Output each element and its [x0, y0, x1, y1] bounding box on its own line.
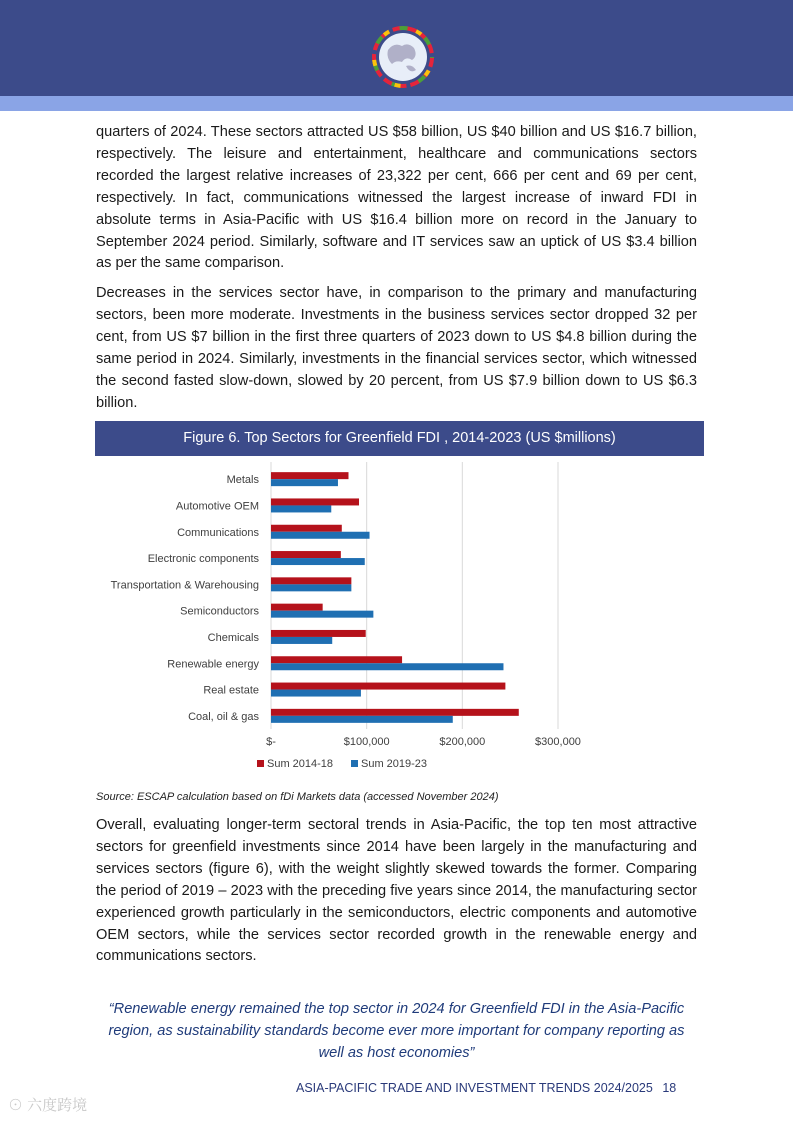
bar-sum-2019-23 [271, 611, 373, 618]
page-number: 18 [662, 1081, 677, 1095]
bar-sum-2019-23 [271, 558, 365, 565]
watermark: ⊙ 六度跨境 [8, 1097, 88, 1114]
page-footer [296, 1081, 696, 1095]
bar-sum-2019-23 [271, 479, 338, 486]
x-tick-label: $300,000 [535, 736, 581, 748]
figure-title: Figure 6. Top Sectors for Greenfield FDI , 2014-2023 (US $millions) [95, 421, 704, 456]
paragraph-services-decrease: Decreases in the services sector have, in comparison to the primary and manufacturing sectors, been more moderate. Investments in the business services sector dropped 32 per cent, from US $7 billion in the first three quarters of 2023 down to US $4.8 billion during the same period in 2024. Similarly, investments in the financial services sector, which witnessed the second fasted slow-down, slowed by 20 percent, from US $7.9 billion down to US $6.3 billion. [96, 285, 697, 411]
bar-sum-2019-23 [271, 663, 503, 670]
bar-sum-2014-18 [271, 604, 323, 611]
bar-sum-2014-18 [271, 577, 351, 584]
paragraph-longer-term: Overall, evaluating longer-term sectoral trends in Asia-Pacific, the top ten most attractive sectors for greenfield investments since 2014 have been largely in the manufacturing and services sectors (figure 6), with the weight slightly skewed towards the former. Comparing the period of 2019 – 2023 with the preceding five years since 2014, the manufacturing sector experienced growth particularly in the semiconductors, electric components and automotive OEM sectors, while the services sector recorded growth in the renewable energy and communications sectors. [96, 817, 697, 965]
legend-label: Sum 2019-23 [361, 758, 428, 770]
bar-sum-2019-23 [271, 584, 351, 591]
category-label: Metals [226, 474, 259, 487]
bar-sum-2014-18 [271, 709, 519, 716]
x-tick-label: $200,000 [439, 736, 486, 748]
legend-swatch [257, 760, 264, 767]
header-stripe [0, 96, 793, 111]
bar-sum-2014-18 [271, 656, 402, 663]
bar-sum-2019-23 [271, 690, 361, 697]
category-label: Real estate [203, 684, 259, 697]
bar-sum-2014-18 [271, 630, 366, 637]
category-label: Chemicals [207, 631, 259, 644]
bar-sum-2014-18 [271, 525, 342, 532]
category-label: Coal, oil & gas [188, 710, 259, 723]
category-label: Renewable energy [167, 658, 259, 671]
sdg-globe-logo [372, 26, 434, 88]
legend-swatch [351, 760, 358, 767]
category-label: Automotive OEM [175, 500, 259, 513]
bar-sum-2014-18 [271, 551, 341, 558]
bar-sum-2014-18 [271, 683, 505, 690]
paragraph-intro: quarters of 2024. These sectors attracted US $58 billion, US $40 billion and US $16.7 billion, respectively. The leisure and entertainment, healthcare and communications sectors recorded the largest relative increases of 23,322 per cent, 666 per cent and 69 per cent, respectively. In fact, communications witnessed the largest increase of inward FDI in absolute terms in Asia-Pacific with US $16.4 billion more on record in the January to September 2024 period. Similarly, software and IT services saw an uptick of US $3.4 billion as per the same comparison. [96, 124, 697, 272]
bar-sum-2014-18 [271, 498, 359, 505]
pull-quote: “Renewable energy remained the top sector in 2024 for Greenfield FDI in the Asia-Pacific region, as sustainability standards become ever more important for company reporting as well as host economies” [108, 1001, 685, 1061]
x-tick-label: $- [266, 736, 276, 748]
bar-sum-2019-23 [271, 505, 331, 512]
x-tick-label: $100,000 [343, 736, 390, 748]
bar-sum-2019-23 [271, 716, 453, 723]
category-label: Semiconductors [180, 605, 259, 618]
category-label: Transportation & Warehousing [110, 579, 259, 592]
sector-bar-chart [95, 457, 595, 777]
figure-source: Source: ESCAP calculation based on fDi Markets data (accessed November 2024) [96, 791, 499, 803]
legend-label: Sum 2014-18 [267, 758, 334, 770]
bar-sum-2019-23 [271, 637, 332, 644]
bar-sum-2014-18 [271, 472, 348, 479]
category-label: Electronic components [147, 553, 259, 566]
footer-title: ASIA-PACIFIC TRADE AND INVESTMENT TRENDS 2024/2025 [296, 1081, 653, 1095]
bar-sum-2019-23 [271, 532, 370, 539]
category-label: Communications [177, 526, 259, 539]
